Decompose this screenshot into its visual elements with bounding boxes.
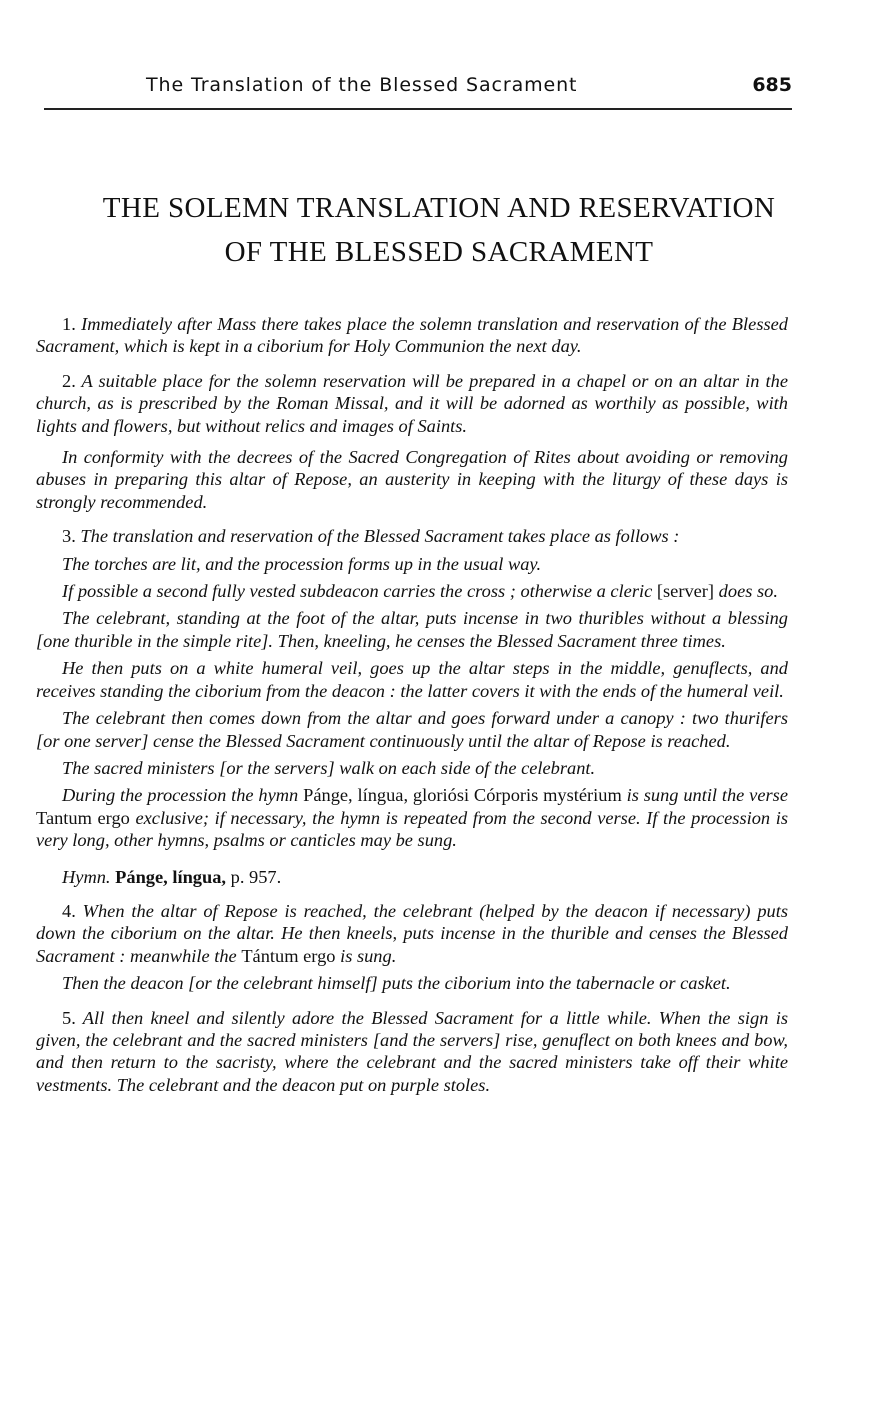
hymn-incipit: Pánge, língua, gloriósi Córporis mystérium (303, 785, 622, 806)
paragraph-3c (36, 580, 788, 602)
paragraph-2 (36, 370, 788, 437)
paragraph-3c-text-c: does so. (718, 581, 778, 602)
paragraph-5-text-a: All then kneel and silently adore the Blessed Sacrament for a little while. When the sign is given, the celebrant and the sacred ministers (36, 1007, 788, 1050)
bracket-note: [or one server] (36, 730, 149, 751)
paragraph-4 (36, 900, 788, 967)
paragraph-3g-text-c: walk on each side of the celebrant. (339, 757, 596, 778)
hymn-title: Pánge, língua, (115, 866, 227, 887)
bracket-note: [or the celebrant himself] (188, 973, 378, 994)
bracket-note: [server] (656, 581, 715, 602)
chapter-title-line-2: OF THE BLESSED SACRAMENT (224, 236, 654, 268)
paragraph-4b-text-c: puts the ciborium into the tabernacle or casket. (382, 973, 731, 994)
running-header (44, 74, 792, 110)
paragraph-3h (36, 784, 788, 851)
paragraph-1-text: Immediately after Mass there takes place the solemn translation and reservation of the Blessed Sacrament, which is kept in a ciborium for Holy Communion the next day. (36, 314, 788, 357)
paragraph-3g-text-a: The sacred ministers (62, 757, 215, 778)
chapter-title-line-1: THE SOLEMN TRANSLATION AND RESERVATION (102, 192, 776, 224)
hymn-verse: Tantum ergo (36, 807, 130, 828)
paragraph-3b (36, 553, 788, 575)
tantum-ergo: Tántum ergo (241, 945, 336, 966)
bracket-note: [and the servers] (372, 1029, 501, 1050)
paragraph-5 (36, 1007, 788, 1097)
paragraph-3e (36, 657, 788, 702)
paragraph-3f (36, 707, 788, 752)
bracket-note: [one thurible in the simple rite]. (36, 630, 274, 651)
hymn-page-reference: p. 957. (230, 866, 282, 887)
paragraph-5-text-c: rise, genuflect on both knees and bow, and then return to the sacristy, where the celebrant and the sacred ministers take off their white vestments. The celebrant and the deacon put on purple stoles. (36, 1029, 788, 1095)
section-number-2: 2. (62, 370, 76, 391)
paragraph-3d (36, 607, 788, 652)
paragraph-3h-text-b: is sung until the verse (626, 785, 788, 806)
paragraph-2b (36, 446, 788, 513)
paragraph-2b-text: In conformity with the decrees of the Sacred Congregation of Rites about avoiding or removing abuses in preparing this altar of Repose, an austerity in keeping with the liturgy of these days is strongly recommended. (36, 447, 788, 512)
section-number-1: 1. (62, 314, 76, 334)
paragraph-3c-text-a: If possible a second fully vested subdeacon carries the cross ; otherwise a cleric (62, 581, 653, 602)
section-number-5: 5. (62, 1007, 76, 1028)
paragraph-3h-text-a: During the procession the hymn (62, 785, 299, 806)
paragraph-3g (36, 757, 788, 779)
paragraph-3-text: The translation and reservation of the Blessed Sacrament takes place as follows : (80, 526, 680, 547)
paragraph-1 (36, 313, 788, 358)
paragraph-4b-text-a: Then the deacon (62, 973, 184, 994)
bracket-note: [or the servers] (219, 757, 335, 778)
hymn-reference (36, 866, 788, 888)
paragraph-3e-text: He then puts on a white humeral veil, goes up the altar steps in the middle, genuflects, and receives standing the ciborium from the deacon : the latter covers it with the ends of the humeral veil. (36, 658, 788, 701)
paragraph-2-text: A suitable place for the solemn reservation will be prepared in a chapel or on an altar in the church, as is prescribed by the Roman Missal, and it will be adorned as worthily as possible, with lights and flowers, but without relics and images of Saints. (36, 370, 788, 436)
paragraph-3h-text-c: exclusive; if necessary, the hymn is repeated from the second verse. If the procession is very long, other hymns, psalms or canticles may be sung. (36, 807, 788, 851)
paragraph-3b-text: The torches are lit, and the procession forms up in the usual way. (62, 553, 542, 574)
paragraph-3f-text-a: The celebrant then comes down from the altar and goes forward under a canopy : two thurifers (62, 708, 788, 729)
section-number-4: 4. (62, 900, 76, 921)
section-number-3: 3. (62, 526, 76, 547)
paragraph-4b (36, 972, 788, 994)
page-number: 685 (752, 74, 792, 96)
hymn-label: Hymn. (62, 866, 111, 887)
paragraph-3 (36, 525, 788, 547)
paragraph-3d-text-c: Then, kneeling, he censes the Blessed Sacrament three times. (277, 630, 726, 651)
running-title: The Translation of the Blessed Sacrament (146, 74, 578, 96)
body-text (36, 313, 788, 1096)
paragraph-3f-text-c: cense the Blessed Sacrament continuously until the altar of Repose is reached. (152, 730, 731, 751)
paragraph-4-text-a: When the altar of Repose is reached, the celebrant (helped by the deacon if necessary) puts down the ciborium on the altar. He then kneels, puts incense in the thurible and censes the Blessed Sacrament : meanwhile the (36, 900, 788, 966)
paragraph-3d-text-a: The celebrant, standing at the foot of the altar, puts incense in two thuribles without a blessing (62, 608, 788, 629)
paragraph-4-text-b: is sung. (340, 945, 397, 966)
